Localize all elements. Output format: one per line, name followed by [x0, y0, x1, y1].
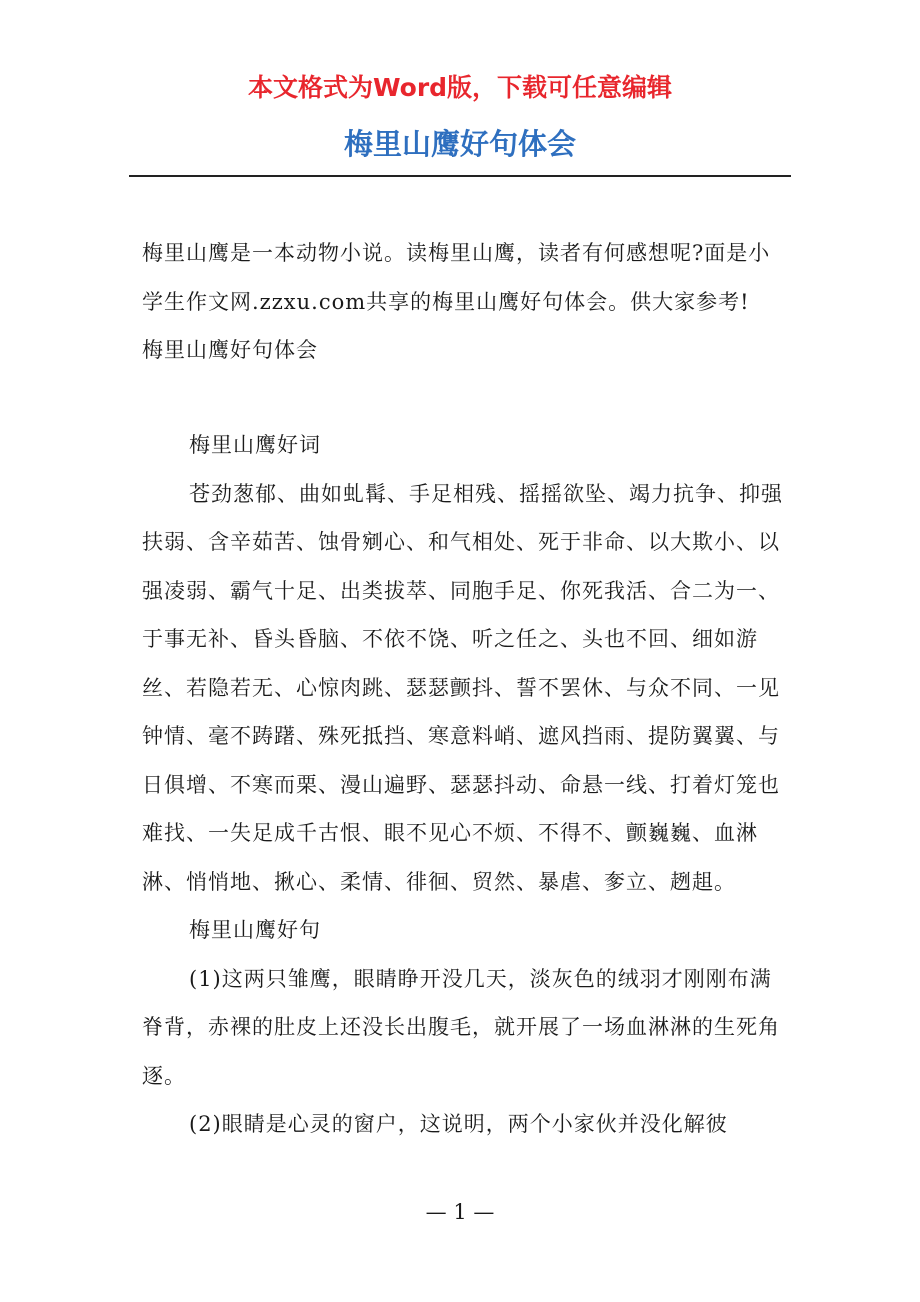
sentence-paragraph-2: (2)眼睛是心灵的窗户，这说明，两个小家伙并没化解彼: [189, 1112, 728, 1136]
document-title: 梅里山鹰好句体会: [343, 127, 576, 161]
intro-paragraph: [142, 229, 794, 375]
page-number: — 1 —: [425, 1200, 495, 1224]
words-paragraph: 苍劲葱郁、曲如虬髯、手足相残、摇摇欲坠、竭力抗争、抑强扶弱、含辛茹苦、蚀骨剜心、和气相处、死于非命、以大欺小、以强凌弱、霸气十足、出类拔萃、同胞手足、你死我活、合二为一、于事无补、昏头昏脑、不依不饶、听之任之、头也不回、细如游丝、若隐若无、心惊肉跳、瑟瑟颤抖、誓不罢休、与众不同、一见钟情、毫不踌躇、殊死抵挡、寒意料峭、遮风挡雨、提防翼翼、与日俱增、不寒而栗、漫山遍野、瑟瑟抖动、命悬一线、打着灯笼也难找、一失足成千古恨、眼不见心不烦、不得不、颤巍巍、血淋淋、悄悄地、揪心、柔情、徘徊、贸然、暴虐、奓立、趔趄。: [142, 481, 783, 894]
words-heading: 梅里山鹰好词: [189, 433, 321, 457]
main-content: [142, 421, 787, 1149]
sentences-heading: 梅里山鹰好句: [189, 918, 321, 942]
word-format-notice: 本文格式为Word版，下载可任意编辑: [247, 73, 673, 102]
intro-text: 梅里山鹰是一本动物小说。读梅里山鹰，读者有何感想呢?面是小学生作文网.zzxu.com共享的梅里山鹰好句体会。供大家参考! 梅里山鹰好句体会: [142, 241, 794, 362]
header-divider: [129, 175, 791, 177]
sentence-paragraph-1: (1)这两只雏鹰，眼睛睁开没几天，淡灰色的绒羽才刚刚布满脊背，赤裸的肚皮上还没长出腹毛，就开展了一场血淋淋的生死角逐。: [142, 966, 780, 1088]
